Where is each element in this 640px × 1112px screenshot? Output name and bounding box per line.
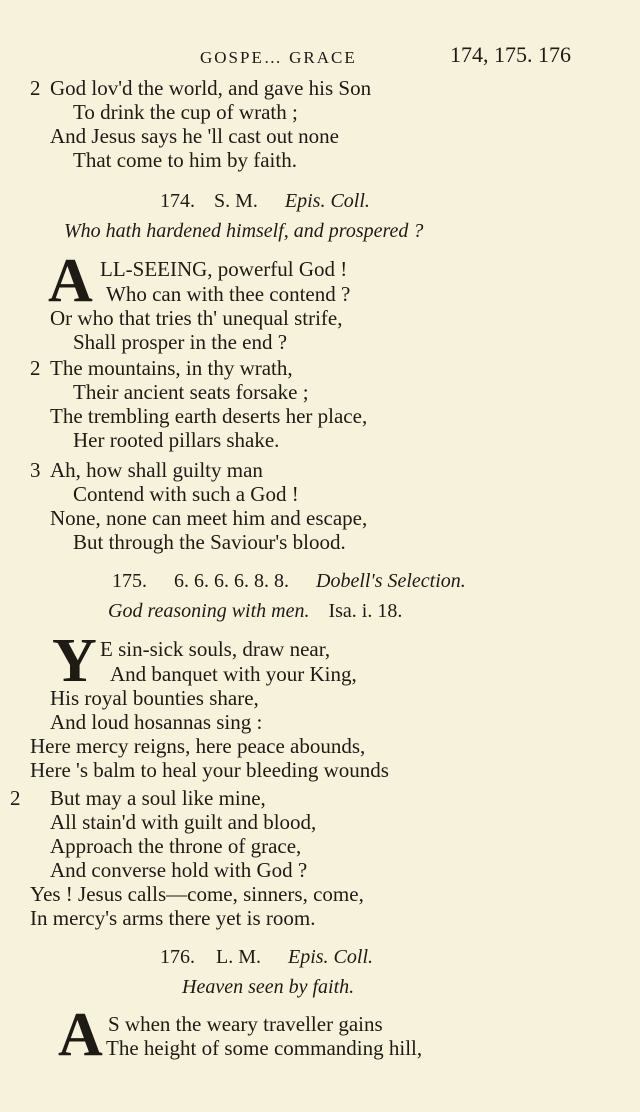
verse-number: 2: [10, 786, 21, 810]
hymn-176-heading: [160, 946, 373, 969]
verse-line: Who can with thee contend ?: [106, 282, 351, 306]
hymn-174-subtitle: Who hath hardened himself, and prospered ?: [64, 220, 424, 242]
verse-line: E sin-sick souls, draw near,: [100, 637, 331, 661]
verse-line: But may a soul like mine,: [50, 786, 266, 810]
hymn-meter: S. M.: [214, 190, 258, 212]
running-header-hymn-numbers: 174, 175. 176: [450, 42, 571, 67]
verse-line: And banquet with your King,: [110, 662, 357, 686]
verse-number: 3: [30, 458, 41, 482]
verse-line: The trembling earth deserts her place,: [50, 404, 368, 428]
verse-line: Yes ! Jesus calls—come, sinners, come,: [30, 882, 364, 906]
verse-line: LL-SEEING, powerful God !: [100, 257, 348, 281]
verse-line: Their ancient seats forsake ;: [73, 380, 309, 404]
hymn-source: Epis. Coll.: [284, 190, 370, 212]
hymn-source: Epis. Coll.: [288, 946, 374, 968]
hymn-number: 175.: [112, 570, 147, 592]
verse-line: Approach the throne of grace,: [50, 834, 302, 858]
verse-line: Shall prosper in the end ?: [73, 330, 288, 354]
verse-line: The mountains, in thy wrath,: [50, 356, 293, 380]
verse-line: Ah, how shall guilty man: [50, 458, 263, 482]
verse-line: To drink the cup of wrath ;: [73, 100, 298, 124]
verse-line: Here mercy reigns, here peace abounds,: [30, 734, 366, 758]
drop-cap: Y: [52, 627, 97, 695]
verse-line: The height of some commanding hill,: [106, 1036, 423, 1060]
verse-line: And loud hosannas sing :: [50, 710, 263, 734]
verse-line: S when the weary traveller gains: [108, 1012, 383, 1036]
verse-line: That come to him by faith.: [73, 148, 297, 172]
verse-number: 2: [30, 76, 41, 100]
hymn-source: Dobell's Selection.: [316, 570, 466, 592]
verse-line: His royal bounties share,: [50, 686, 259, 710]
verse-line: Contend with such a God !: [73, 482, 299, 506]
hymn-175-subtitle-line: [108, 600, 402, 623]
drop-cap: A: [48, 247, 93, 315]
scripture-reference: Isa. i. 18.: [328, 600, 403, 622]
verse-line: And Jesus says he 'll cast out none: [50, 124, 339, 148]
verse-line: God lov'd the world, and gave his Son: [50, 76, 372, 100]
verse-number: 2: [30, 356, 41, 380]
hymn-175-heading: [112, 570, 466, 593]
hymn-number: 176.: [160, 946, 195, 968]
hymn-meter: 6. 6. 6. 6. 8. 8.: [174, 570, 289, 592]
verse-line: And converse hold with God ?: [50, 858, 308, 882]
hymn-meter: L. M.: [216, 946, 261, 968]
verse-line: Her rooted pillars shake.: [73, 428, 280, 452]
hymn-176-subtitle: Heaven seen by faith.: [182, 976, 355, 998]
hymn-174-heading: [160, 190, 370, 213]
hymn-subtitle: God reasoning with men.: [108, 600, 310, 622]
verse-line: In mercy's arms there yet is room.: [30, 906, 316, 930]
running-header-section: GOSPE… GRACE: [200, 48, 357, 67]
verse-line: None, none can meet him and escape,: [50, 506, 368, 530]
verse-line: But through the Saviour's blood.: [73, 530, 346, 554]
verse-line: Here 's balm to heal your bleeding wounds: [30, 758, 389, 782]
verse-line: All stain'd with guilt and blood,: [50, 810, 317, 834]
drop-cap: A: [58, 1001, 103, 1069]
verse-line: Or who that tries th' unequal strife,: [50, 306, 343, 330]
hymn-number: 174.: [160, 190, 195, 212]
